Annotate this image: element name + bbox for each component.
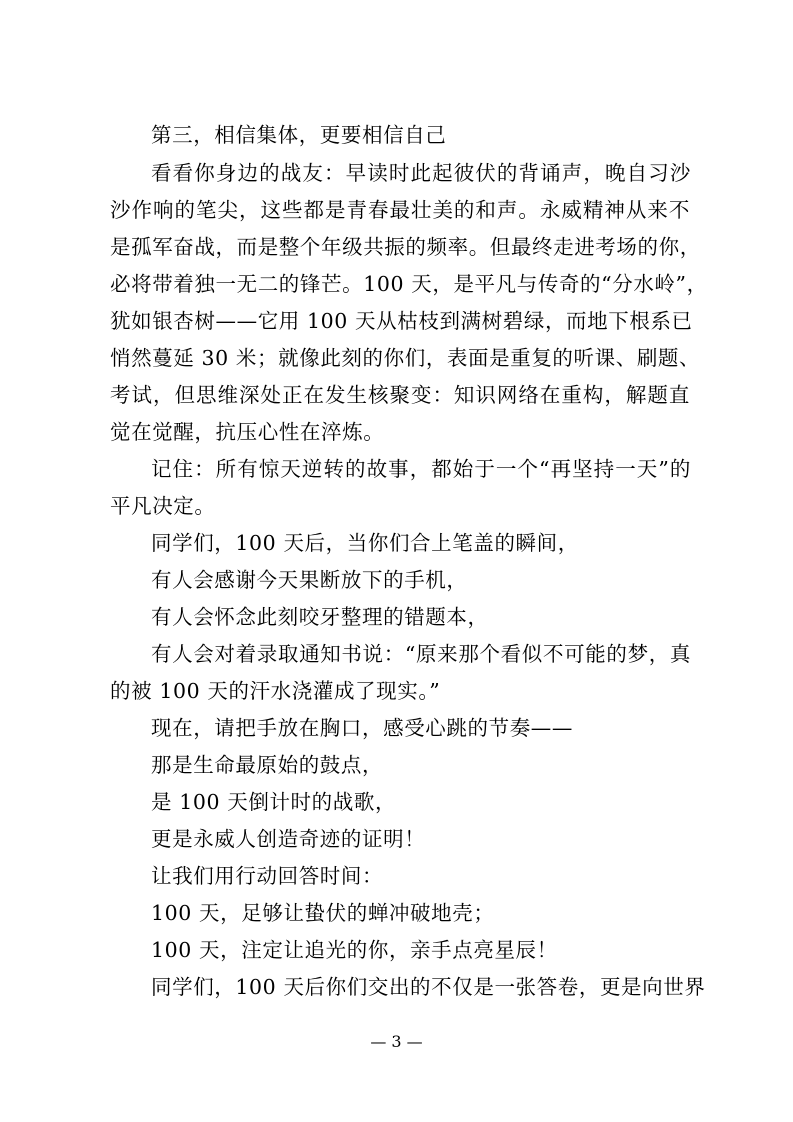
paragraph-line: 平凡决定。	[110, 494, 216, 518]
paragraph-line: 有人会对着录取通知书说：“原来那个看似不可能的梦，真	[151, 642, 691, 666]
paragraph-line: 有人会怀念此刻咬牙整理的错题本，	[151, 605, 489, 629]
paragraph-line: 现在，请把手放在胸口，感受心跳的节奏——	[151, 716, 573, 740]
paragraph-line: 同学们，100 天后，当你们合上笔盖的瞬间，	[151, 531, 579, 555]
paragraph-line: 记住：所有惊天逆转的故事，都始于一个“再坚持一天”的	[151, 457, 691, 481]
paragraph-line: 考试，但思维深处正在发生核聚变：知识网络在重构，解题直	[110, 383, 690, 407]
section-heading: 第三，相信集体，更要相信自己	[151, 123, 447, 147]
paragraph-line: 那是生命最原始的鼓点，	[151, 753, 384, 777]
paragraph-line: 看看你身边的战友：早读时此起彼伏的背诵声，晚自习沙	[151, 161, 691, 185]
paragraph-line: 觉在觉醒，抗压心性在淬炼。	[110, 420, 385, 444]
paragraph-line: 让我们用行动回答时间：	[151, 864, 384, 888]
paragraph-line: 是 100 天倒计时的战歌，	[151, 790, 397, 814]
paragraph-line: 更是永威人创造奇迹的证明！	[151, 827, 426, 851]
paragraph-line: 是孤军奋战，而是整个年级共振的频率。但最终走进考场的你，	[110, 235, 701, 259]
paragraph-line: 100 天，足够让蛰伏的蝉冲破地壳；	[151, 901, 495, 925]
paragraph-line: 有人会感谢今天果断放下的手机，	[151, 568, 468, 592]
paragraph-line: 悄然蔓延 30 米；就像此刻的你们，表面是重复的听课、刷题、	[110, 346, 701, 370]
paragraph-line: 沙作响的笔尖，这些都是青春最壮美的和声。永威精神从来不	[110, 198, 690, 222]
paragraph-line: 必将带着独一无二的锋芒。100 天，是平凡与传奇的“分水岭”，	[110, 272, 708, 296]
page-number: — 3 —	[370, 1032, 423, 1051]
paragraph-line: 的被 100 天的汗水浇灌成了现实。”	[110, 679, 441, 703]
paragraph-line: 100 天，注定让追光的你，亲手点亮星辰！	[151, 938, 558, 962]
paragraph-line: 同学们，100 天后你们交出的不仅是一张答卷，更是向世界	[151, 975, 706, 999]
paragraph-line: 犹如银杏树——它用 100 天从枯枝到满树碧绿，而地下根系已	[110, 309, 693, 333]
